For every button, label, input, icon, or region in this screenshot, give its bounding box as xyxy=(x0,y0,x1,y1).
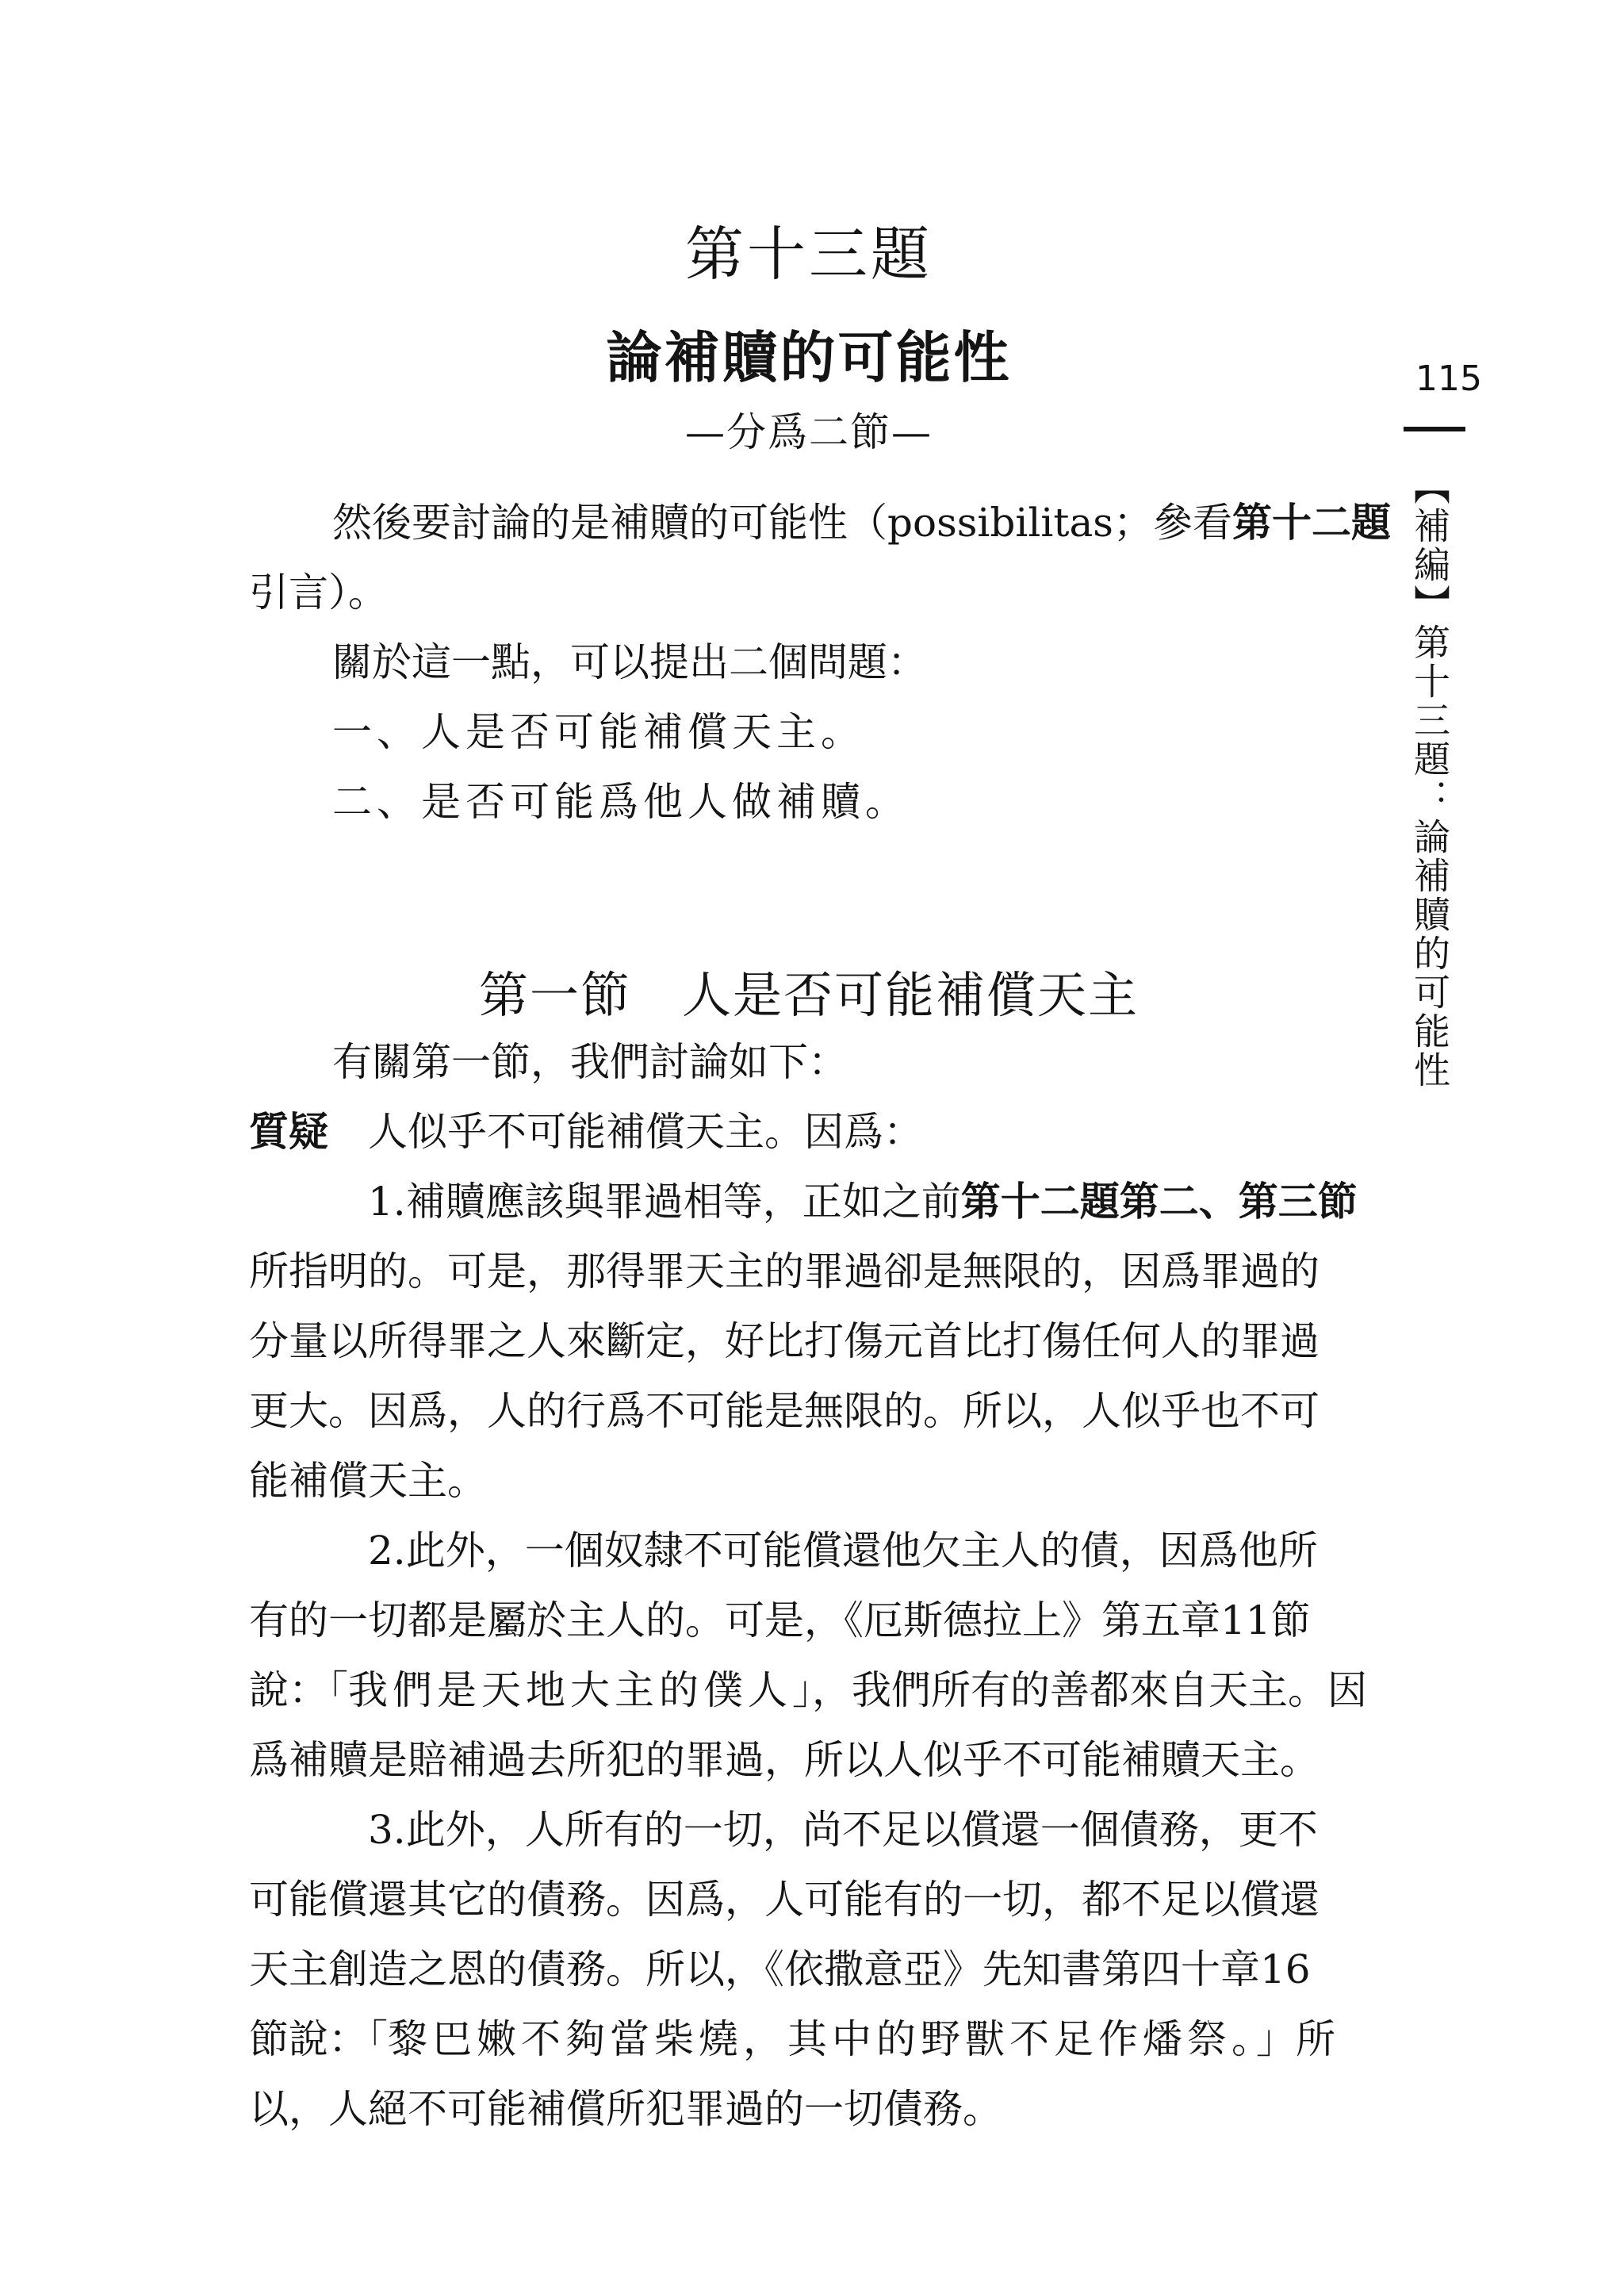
paragraph-2-line-4: 爲補贖是賠補過去所犯的罪過，所以人似乎不可能補贖天主。 xyxy=(249,1737,1320,1783)
objection-line: 質疑 人似乎不可能補償天主。因爲： xyxy=(249,1109,923,1155)
paragraph-3-line-2: 可能償還其它的債務。因爲，人可能有的一切，都不足以償還 xyxy=(249,1877,1320,1923)
section-intro: 有關第一節，我們討論如下： xyxy=(332,1039,848,1085)
section-title: 第一節 人是否可能補償天主 xyxy=(478,966,1139,1024)
subtitle: —分爲二節— xyxy=(685,409,933,455)
paragraph-2-line-2: 有的一切都是屬於主人的。可是，《厄斯德拉上》第五章11節 xyxy=(249,1597,1311,1643)
objection-label: 質疑 xyxy=(249,1109,328,1155)
scripture-quote: 黎巴嫩不夠當柴燒，其中的野獸不足作燔祭。 xyxy=(388,2016,1256,2062)
cross-reference: 第十二題第二、第三節 xyxy=(960,1179,1358,1225)
paragraph-3-line-3: 天主創造之恩的債務。所以，《依撒意亞》先知書第四十章16 xyxy=(249,1946,1311,1992)
margin-rule xyxy=(1404,427,1465,431)
question-1: 一、人是否可能補償天主。 xyxy=(332,709,865,755)
paragraph-1-line-2: 所指明的。可是，那得罪天主的罪過卻是無限的，因爲罪過的 xyxy=(249,1248,1320,1294)
chapter-title: 第十三題 xyxy=(685,220,933,289)
running-head: 【補編】第十三題：論補贖的可能性 xyxy=(1408,468,1451,1090)
scripture-quote: 我們是天地大主的僕人 xyxy=(348,1667,792,1713)
intro-line-1: 然後要討論的是補贖的可能性（possibilitas；參看第十二題 xyxy=(332,500,1391,546)
paragraph-3-line-4: 節說：「黎巴嫩不夠當柴燒，其中的野獸不足作燔祭。」所 xyxy=(249,2016,1335,2062)
intro-line-3: 關於這一點，可以提出二個問題： xyxy=(332,639,927,685)
paragraph-3-line-1: 3.此外，人所有的一切，尚不足以償還一個債務，更不 xyxy=(368,1807,1318,1853)
cross-reference: 第十二題 xyxy=(1231,500,1391,546)
paragraph-2-line-1: 2.此外，一個奴隸不可能償還他欠主人的債，因爲他所 xyxy=(368,1528,1318,1574)
section-body xyxy=(249,1027,1383,2144)
intro-line-2: 引言）。 xyxy=(249,569,388,615)
question-2: 二、是否可能爲他人做補贖。 xyxy=(332,779,910,825)
paragraph-3-line-5: 以，人絕不可能補償所犯罪過的一切債務。 xyxy=(249,2086,1002,2132)
paragraph-1-line-4: 更大。因爲，人的行爲不可能是無限的。所以，人似乎也不可 xyxy=(249,1388,1320,1434)
intro-block xyxy=(249,488,1391,837)
paragraph-2-line-3: 說：「我們是天地大主的僕人」，我們所有的善都來自天主。因 xyxy=(249,1667,1367,1713)
paragraph-1-line-5: 能補償天主。 xyxy=(249,1458,487,1504)
main-title: 論補贖的可能性 xyxy=(606,325,1012,390)
page-number: 115 xyxy=(1415,359,1482,399)
paragraph-1-line-1: 1.補贖應該與罪過相等，正如之前第十二題第二、第三節 xyxy=(368,1179,1358,1225)
paragraph-1-line-3: 分量以所得罪之人來斷定，好比打傷元首比打傷任何人的罪過 xyxy=(249,1318,1320,1364)
